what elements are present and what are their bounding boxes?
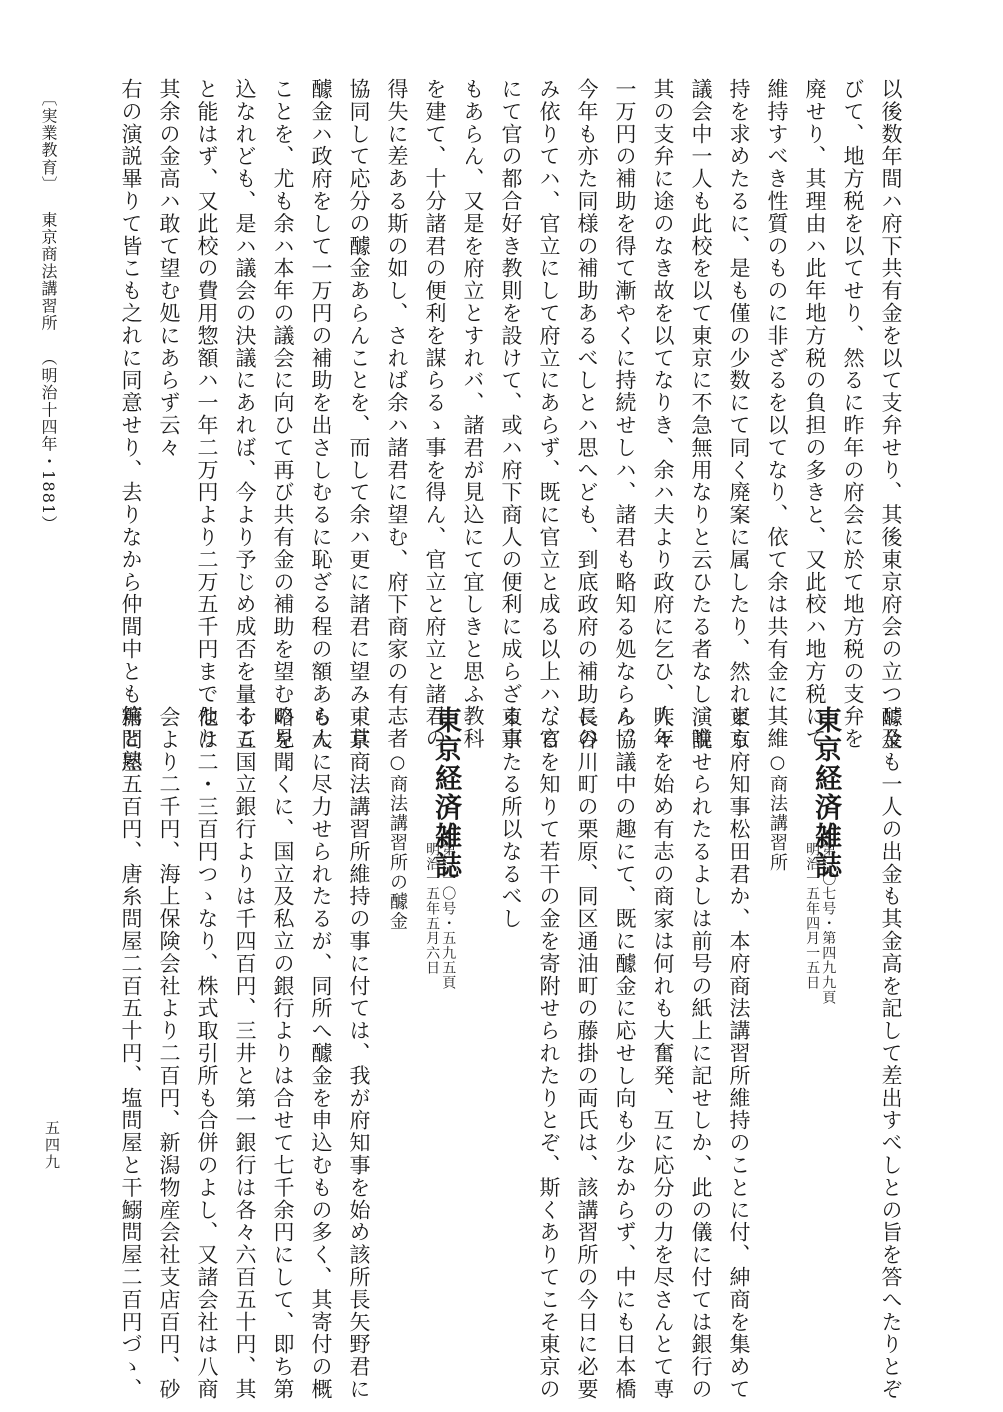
article-heading: ○商法講習所の醵金 <box>387 752 408 932</box>
text-line: 持を求めたるに、是も僅の少数にて同く廃案に属したり、然れども <box>727 78 751 750</box>
series-title: 〔実業教育〕 <box>39 90 58 194</box>
text-line: も大に尽力せられたるが、同所へ醵金を申込むもの多く、其寄付の概 <box>309 706 333 1401</box>
text-line: ことを、尤も余ハ本年の議会に向ひて再び共有金の補助を望むの見 <box>271 78 295 750</box>
text-line: 他は二・三百円つゝなり、株式取引所も合併のよし、又諸会社は八商 <box>195 706 219 1401</box>
text-line: びて、地方税を以てせり、然るに昨年の府会に於て地方税の支弁を <box>841 78 865 750</box>
text-line: 東京商法講習所維持の事に付ては、我が府知事を始め該所長矢野君に <box>347 706 371 1401</box>
text-line: 長谷川町の栗原、同区通油町の藤掛の両氏は、該講習所の今日に必要 <box>575 706 599 1401</box>
text-line: 其余の金高ハ敢て望む処にあらず云々 <box>157 78 181 459</box>
text-line: ら協議中の趣にて、既に醵金に応せし向も少なからず、中にも日本橋 <box>613 706 637 1401</box>
text-line: 議会中一人も此校を以て東京に不急無用なりと云ひたる者なし、唯 <box>689 78 713 750</box>
text-line: 醵金も一人の出金も其金高を記して差出すべしとの旨を答へたりとぞ <box>879 706 903 1401</box>
running-header <box>40 90 56 533</box>
text-line: にて官の都合好き教則を設けて、或ハ府下商人の便利に成らざる事 <box>499 78 523 750</box>
source-title: 東京経済雑誌 <box>430 706 461 880</box>
text-line: もあらん、又是を府立とすれバ、諸君が見込にて宜しきと思ふ教科 <box>461 78 485 750</box>
text-line: 其の支弁に途のなき故を以てなりき、余ハ夫より政府に乞ひ、昨年 <box>651 78 675 750</box>
text-line: 東京たる所以なるべし <box>499 706 523 930</box>
source-title: 東京経済雑誌 <box>810 706 841 880</box>
text-line: 東京府知事松田君か、本府商法講習所維持のことに付、紳商を集めて <box>727 706 751 1401</box>
text-line: 糖問屋五百円、唐糸問屋二百五十円、塩問屋と干鰯問屋二百円づゝ、 <box>119 706 143 1401</box>
section-year: （明治十四年・1881） <box>39 349 58 533</box>
text-line: 十五国立銀行よりは千四百円、三井と第一銀行は各々六百五十円、其 <box>233 706 257 1401</box>
text-line: 醵金ハ政府をして一万円の補助を出さしむるに恥ざる程の額あらん <box>309 78 333 750</box>
section-title: 東京商法講習所 <box>39 211 58 332</box>
text-line: 会より二千円、海上保険会社より二百円、新潟物産会社支店百円、砂 <box>157 706 181 1401</box>
text-line: を建て、十分諸君の便利を謀らるゝ事を得ん、官立と府立と諸君の <box>423 78 447 750</box>
text-line: 一万円の補助を得て漸やくに持続せしハ、諸君も略知る処ならん、 <box>613 78 637 750</box>
source-citation: 第一〇七号・第四九九頁 明治一五年四月一五日 <box>804 842 837 1005</box>
source-citation: 第一一〇号・五九五頁 明治一五年五月六日 <box>424 842 457 990</box>
text-line: 演説せられたるよしは前号の紙上に記せしか、此の儀に付ては銀行の <box>689 706 713 1401</box>
text-line: 今年も亦た同様の補助あるべしとハ思へども、到底政府の補助にの <box>575 78 599 750</box>
text-line: 協同して応分の醵金あらんことを、而して余ハ更に諸君に望み、其 <box>347 78 371 750</box>
article-heading: ○商法講習所 <box>767 752 788 873</box>
text-line: なるを知りて若干の金を寄附せられたりとぞ、斯くありてこそ東京の <box>537 706 561 1401</box>
text-line: 右の演説畢りて皆こも之れに同意せり、去りなから仲間中とも篤と熟 <box>119 78 143 773</box>
text-line: み依りてハ、官立にして府立にあらず、既に官立と成る以上ハ、官 <box>537 78 561 750</box>
text-line: 略を聞くに、国立及私立の銀行よりは合せて七千余円にして、即ち第 <box>271 706 295 1401</box>
text-line: 人々を始め有志の商家は何れも大奮発、互に応分の力を尽さんとて専 <box>651 706 675 1401</box>
text-line: 維持すべき性質のものに非ざるを以てなり、依て余は共有金に其維 <box>765 78 789 750</box>
text-line: 以後数年間ハ府下共有金を以て支弁せり、其後東京府会の立つに及 <box>879 78 903 750</box>
text-line: 廃せり、其理由ハ此年地方税の負担の多きと、又此校ハ地方税にて <box>803 78 827 750</box>
text-line: 込なれども、是ハ議会の決議にあれば、今より予じめ成否を量るこ <box>233 78 257 750</box>
text-line: と能はず、又此校の費用惣額ハ一年二万円より二万五千円までなり <box>195 78 219 750</box>
page-number: 五四九 <box>43 1120 61 1171</box>
text-line: 得失に差ある斯の如し、されば余ハ諸君に望む、府下商家の有志者 <box>385 78 409 750</box>
